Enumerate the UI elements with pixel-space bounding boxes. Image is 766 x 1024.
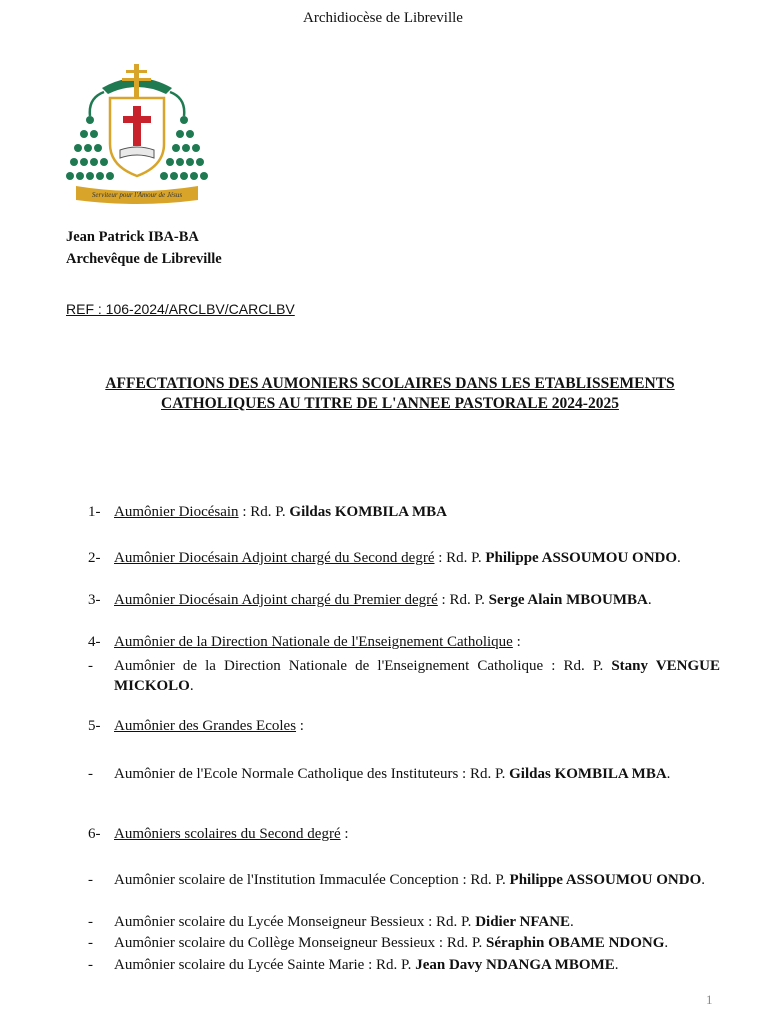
svg-text:Serviteur pour l'Amour de Jésu: Serviteur pour l'Amour de Jésus (91, 191, 183, 199)
reference-number: REF : 106-2024/ARCLBV/CARCLBV (66, 301, 295, 317)
document-title-line-1: AFFECTATIONS DES AUMONIERS SCOLAIRES DANS LES ETABLISSEMENTS (105, 375, 675, 392)
sub-list-item-name: Jean Davy NDANGA MBOME (415, 957, 615, 973)
document-title (70, 374, 710, 414)
list-item-number: 3- (88, 592, 101, 608)
sub-list-item-name: Séraphin OBAME NDONG (486, 935, 665, 951)
list-item-number: 6- (88, 826, 101, 842)
list-item-number: 2- (88, 550, 101, 566)
sub-list-item-name: Philippe ASSOUMOU ONDO (509, 872, 702, 888)
list-item-name: Serge Alain MBOUMBA (488, 592, 648, 608)
author-role: Archevêque de Libreville (66, 251, 222, 267)
sub-list-item-name: Stany VENGUE MICKOLO (114, 658, 720, 694)
list-item-number: 1- (88, 504, 101, 520)
list-item-number: 5- (88, 718, 101, 734)
list-item-label: Aumônier des Grandes Ecoles (114, 718, 297, 734)
list-item-label: Aumônier Diocésain (114, 504, 239, 520)
list-item-name: Philippe ASSOUMOU ONDO (485, 550, 678, 566)
list-item-label: Aumônier de la Direction Nationale de l'Enseignement Catholique (114, 634, 513, 650)
list-item-label: Aumôniers scolaires du Second degré (114, 826, 341, 842)
list-item-number: 4- (88, 634, 101, 650)
author-name: Jean Patrick IBA-BA (66, 229, 199, 245)
page-number: 1 (706, 992, 713, 1007)
sub-list-item-name: Didier NFANE (475, 914, 571, 930)
sub-list-item-name: Gildas KOMBILA MBA (509, 766, 667, 782)
author-block (66, 226, 222, 270)
diocese-header: Archidiocèse de Libreville (303, 10, 463, 26)
document-title-line-2: CATHOLIQUES AU TITRE DE L'ANNEE PASTORALE 2024-2025 (161, 395, 619, 412)
list-item-label: Aumônier Diocésain Adjoint chargé du Premier degré (114, 592, 438, 608)
coat-of-arms-logo (62, 58, 212, 206)
list-item-label: Aumônier Diocésain Adjoint chargé du Second degré (114, 550, 435, 566)
list-item-name: Gildas KOMBILA MBA (289, 504, 447, 520)
